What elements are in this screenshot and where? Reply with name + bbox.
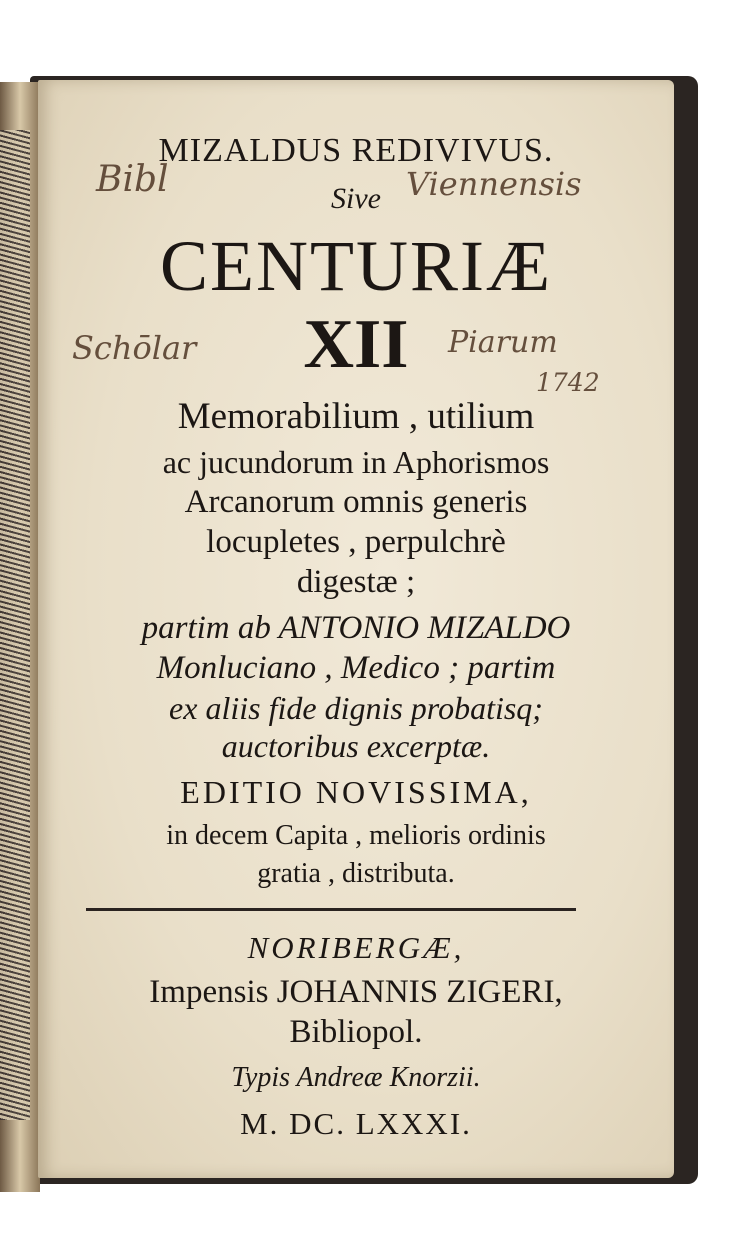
title-line-11: Monluciano , Medico ; partim [156,650,556,686]
title-line-5: Memorabilium , utilium [177,396,535,437]
title-line-7: Arcanorum omnis generis [184,484,528,520]
title-page [38,80,674,1178]
ownership-inscription-3: Schōlar [72,329,197,367]
title-line-13: auctoribus excerptæ. [221,728,491,764]
title-line-20: Typis Andreæ Knorzii. [231,1062,481,1093]
frontispiece-engraving [0,130,30,1120]
title-line-10: partim ab ANTONIO MIZALDO [141,610,571,646]
title-line-12: ex aliis fide dignis probatisq; [169,690,543,726]
title-line-9: digestæ ; [296,564,416,600]
ownership-inscription-2: Viennensis [406,165,582,203]
title-line-16: gratia , distributa. [257,858,455,889]
ownership-inscription-1: Bibl [96,159,169,200]
title-line-15: in decem Capita , melioris ordinis [166,820,546,851]
title-line-21: M. DC. LXXXI. [240,1106,472,1141]
title-line-6: ac jucundorum in Aphorismos [162,444,550,480]
title-line-4: XII [303,306,409,383]
ownership-inscription-5: 1742 [536,368,600,397]
title-line-1: MIZALDUS REDIVIVUS. [158,132,554,169]
title-line-2: Sive [331,182,381,215]
ownership-inscription-4: Piarum [448,325,558,360]
title-line-17: NORIBERGÆ, [247,930,465,965]
divider-rule [86,908,576,911]
title-line-14: EDITIO NOVISSIMA, [180,774,532,810]
title-line-8: locupletes , perpulchrè [206,524,506,560]
title-line-18: Impensis JOHANNIS ZIGERI, [149,974,563,1010]
title-line-19: Bibliopol. [289,1014,423,1050]
title-line-3: CENTURIÆ [160,226,552,306]
